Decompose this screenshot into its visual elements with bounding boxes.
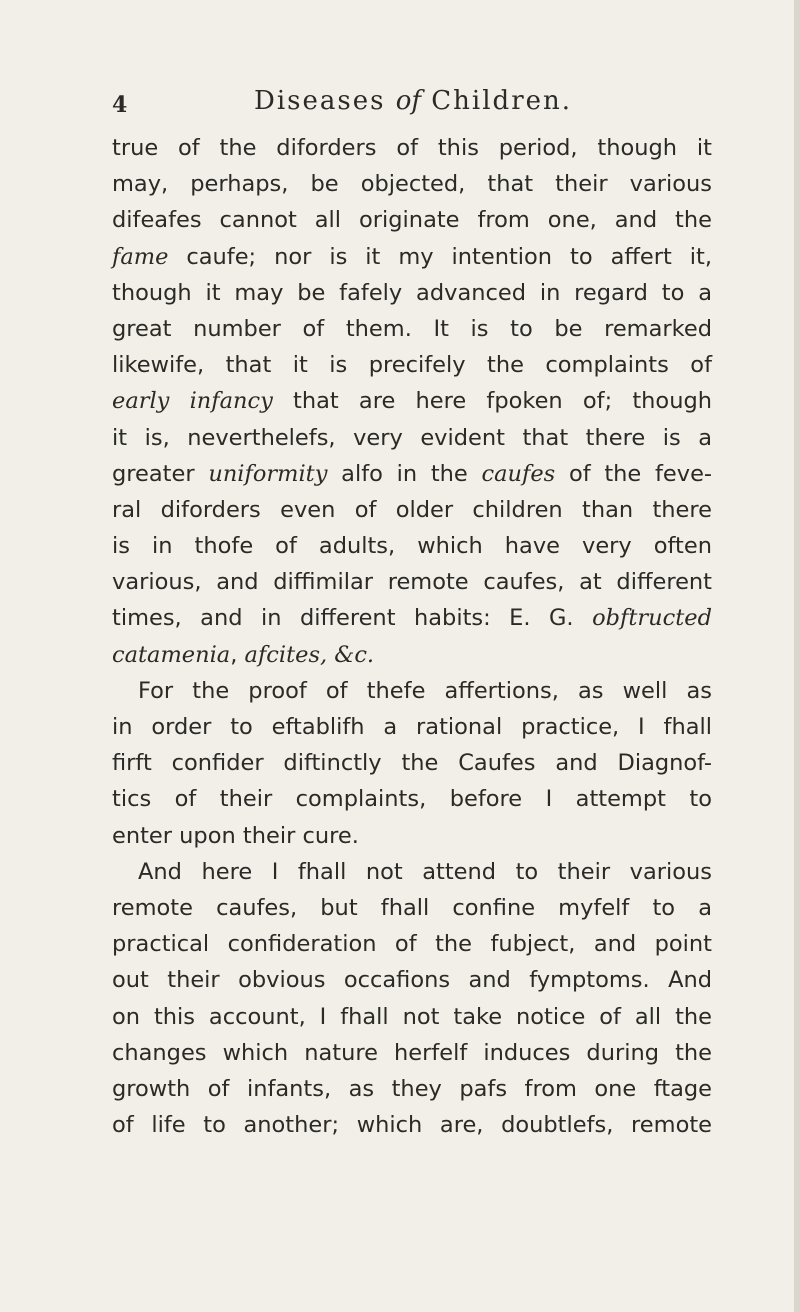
text-line: though it may be fafely advanced in regard to a — [112, 279, 712, 306]
italic-word: catamenia — [112, 641, 231, 668]
text-segment: times, and in different habits: E. G. — [112, 605, 574, 632]
italic-phrase: early infancy — [112, 388, 273, 415]
italic-word: caufes — [481, 460, 556, 487]
text-segment: , &c. — [320, 641, 375, 668]
italic-word: uniformity — [208, 460, 328, 487]
text-line: difeafes cannot all originate from one, and the — [112, 207, 712, 234]
italic-word: obftructed — [592, 605, 713, 632]
text-line: firft confider diftinctly the Caufes and Diagnof- — [112, 750, 712, 777]
italic-word: afcites — [244, 641, 320, 668]
text-line: true of the diforders of this period, though it — [112, 135, 712, 161]
text-line — [112, 637, 712, 673]
text-line: in order to eftablifh a rational practice, I fhall — [112, 714, 712, 740]
text-segment: , — [230, 641, 238, 668]
text-line: out their obvious occafions and fymptoms. And — [112, 967, 712, 994]
text-line: on this account, I fhall not take notice of all the — [112, 1003, 712, 1030]
text-segment: that are here fpoken of; though — [293, 388, 713, 415]
text-segment: alfo in the — [341, 460, 468, 487]
text-line: it is, neverthelefs, very evident that there is a — [112, 424, 712, 451]
page-edge-shadow — [794, 0, 800, 1312]
text-line: tics of their complaints, before I attempt to — [112, 786, 712, 813]
text-line: remote caufes, but fhall confine myfelf to a — [112, 894, 712, 921]
text-line: changes which nature herfelf induces during the — [112, 1039, 712, 1066]
text-line: ral diforders even of older children than there — [112, 496, 712, 523]
text-line: is in thofe of adults, which have very often — [112, 533, 712, 560]
text-line — [112, 600, 712, 636]
text-line: may, perhaps, be objected, that their various — [112, 171, 712, 198]
text-line — [112, 456, 712, 492]
body-text — [112, 130, 712, 1143]
text-segment: greater — [112, 460, 195, 487]
text-line: various, and diffimilar remote caufes, at different — [112, 569, 712, 596]
running-title-of: of — [395, 86, 422, 116]
running-title-part2: Children. — [431, 86, 573, 116]
text-line: likewife, that it is precifely the complaints of — [112, 352, 712, 379]
text-line: For the proof of thefe affertions, as well as — [138, 677, 712, 704]
page-number: 4 — [112, 92, 128, 118]
text-line: of life to another; which are, doubtlefs, remote — [112, 1112, 712, 1139]
text-line: practical confideration of the fubject, and point — [112, 931, 712, 958]
text-line — [112, 383, 712, 419]
running-title — [254, 86, 572, 116]
text-line: And here I fhall not attend to their various — [138, 858, 712, 885]
text-line — [112, 239, 712, 275]
text-line: enter upon their cure. — [112, 822, 359, 849]
text-segment: of the feve- — [568, 460, 713, 487]
running-header — [112, 82, 632, 122]
text-line: growth of infants, as they pafs from one ftage — [112, 1075, 712, 1102]
running-title-part1: Diseases — [254, 86, 386, 116]
text-segment: caufe; nor is it my intention to affert it, — [186, 243, 712, 270]
italic-word: fame — [112, 243, 169, 270]
text-line: great number of them. It is to be remarked — [112, 315, 712, 342]
